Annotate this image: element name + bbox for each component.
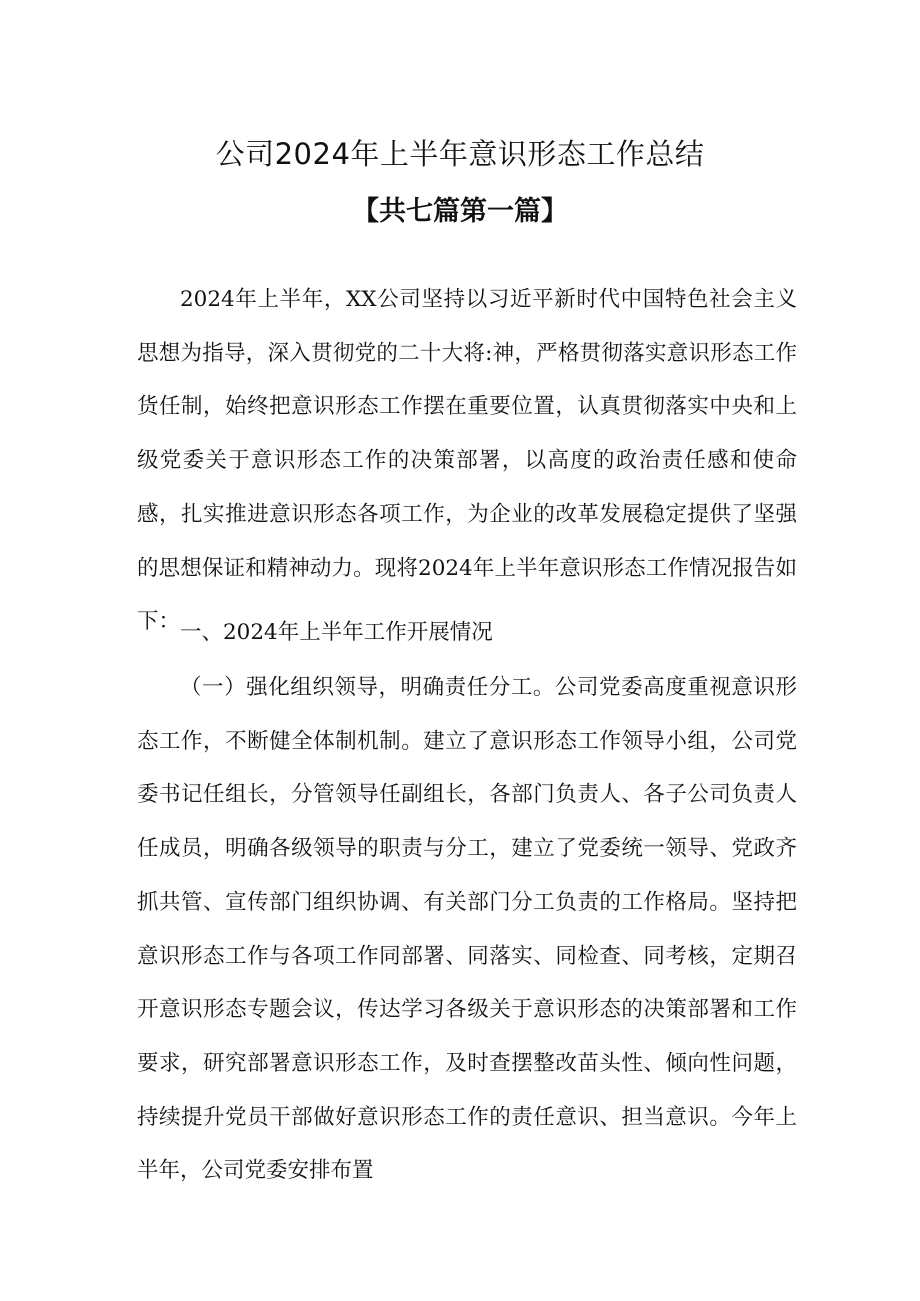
section-heading-1: 一、2024年上半年工作开展情况 [180,620,493,645]
paragraph-section-1-1: （一）强化组织领导，明确责任分工。公司党委高度重视意识形态工作，不断健全体制机制。建立了意识形态工作领导小组，公司党委书记任组长，分管领导任副组长，各部门负责人、各子公司负责人任成员，明确各级领导的职责与分工，建立了党委统一领导、党政齐抓共管、宣传部门组织协调、有关部门分工负责的工作格局。坚持把意识形态工作与各项工作同部署、同落实、同检查、同考核，定期召开意识形态专题会议，传达学习各级关于意识形态的决策部署和工作要求，研究部署意识形态工作，及时查摆整改苗头性、倾向性问题，持续提升党员干部做好意识形态工作的责任意识、担当意识。今年上半年，公司党委安排布置 [137,675,797,1184]
document-subtitle: 【共七篇第一篇】 [352,196,568,227]
paragraph-intro: 2024年上半年，XX公司坚持以习近平新时代中国特色社会主义思想为指导，深入贯彻党的二十大将:神，严格贯彻落实意识形态工作货任制，始终把意识形态工作摆在重要位置，认真贯彻落实中央和上级党委关于意识形态工作的决策部署，以高度的政治责任感和使命感，扎实推进意识形态各项工作，为企业的改革发展稳定提供了坚强的思想保证和精神动力。现将2024年上半年意识形态工作情况报告如下： [137,287,797,635]
document-title: 公司2024年上半年意识形态工作总结 [215,137,705,171]
